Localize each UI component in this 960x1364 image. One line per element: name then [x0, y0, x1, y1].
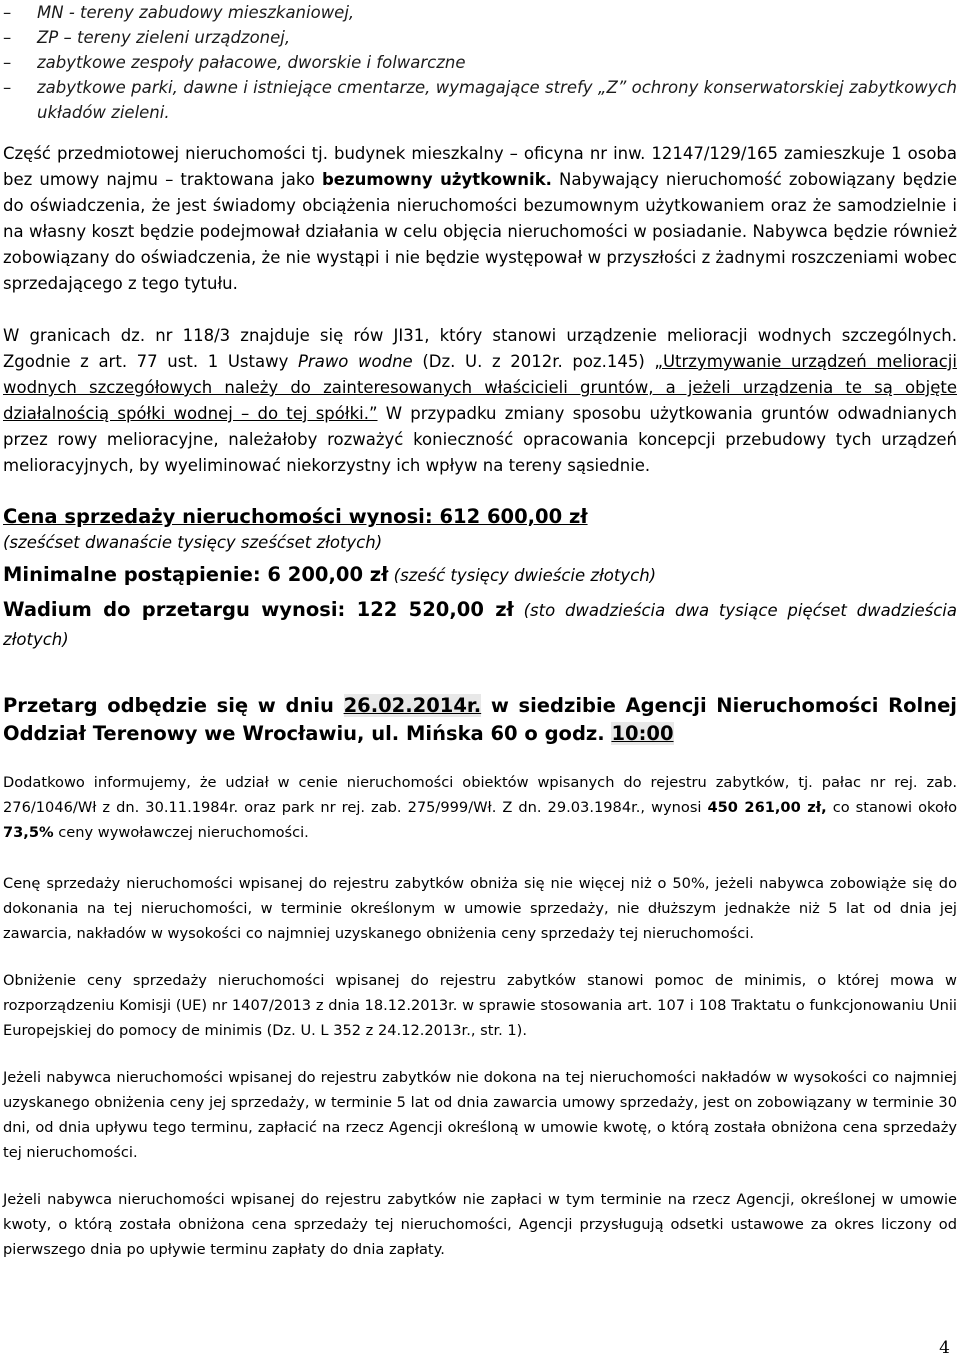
list-dash: – — [3, 28, 12, 47]
drainage-quote: „Utrzymywanie urządzeń melioracji wodnych szczegółowych należy do zainteresowanych właścicieli gruntów, a jeżeli urządzenia te są objęte działalnością spółki wodnej – do tej spółki.” — [3, 352, 957, 423]
tenant-text: Część przedmiotowej nieruchomości tj. budynek mieszkalny – oficyna nr inw. 12147/129/165 zamieszkuje 1 osoba bez umowy najmu – traktowana jako — [3, 144, 957, 189]
drainage-text-a: W granicach dz. nr 118/3 znajduje się rów JI31, który stanowi urządzenie melioracji wodnych szczególnych. Zgodnie z art. 77 ust. 1 Ustawy — [3, 326, 957, 371]
discount-paragraph: Cenę sprzedaży nieruchomości wpisanej do rejestru zabytków obniża się nie więcej niż o 50%, jeżeli nabywca zobowiąże się do dokonania na tej nieruchomości, w terminie określonym w umowie sprzedaży, nie dłuższym jednakże niż 5 lat od dnia jej zawarcia, nakładów w wysokości co najmniej uzyskanego obniżenia ceny sprzedaży tej nieruchomości. — [3, 875, 957, 942]
interest-paragraph: Jeżeli nabywca nieruchomości wpisanej do rejestru zabytków nie zapłaci w tym terminie na rzecz Agencji, określonej w umowie kwoty, o którą została obniżona cena sprzedaży tej nieruchomości, Agencji przysługują odsetki ustawowe za okres liczony od pierwszego dnia po upływie terminu zapłaty do dnia zapłaty. — [3, 1191, 957, 1258]
list-item — [3, 50, 957, 75]
list-item-text: ZP – tereny zieleni urządzonej, — [37, 28, 291, 47]
min-bid-label: Minimalne postąpienie: 6 200,00 zł — [3, 563, 389, 586]
heritage-text-c: ceny wywoławczej nieruchomości. — [53, 824, 309, 841]
price-heading: Cena sprzedaży nieruchomości wynosi: 612 600,00 zł — [3, 505, 588, 528]
heritage-amount: 450 261,00 zł, — [707, 799, 827, 816]
drainage-text-c: W przypadku zmiany sposobu użytkowania gruntów odwadnianych przez rowy melioracyjne, należałoby rozważyć konieczność opracowania koncepcji przebudowy tych urządzeń melioracyjnych, by wyeliminować niekorzystny ich wpływ na tereny sąsiednie. — [3, 404, 958, 475]
auction-time: 10:00 — [611, 722, 674, 745]
heritage-percent: 73,5% — [3, 824, 54, 841]
auction-date: 26.02.2014r. — [343, 694, 482, 717]
list-item — [3, 0, 957, 25]
list-item-text: zabytkowe parki, dawne i istniejące cmentarze, wymagające strefy „Z” ochrony konserwatorskiej zabytkowych układów zieleni. — [37, 78, 957, 122]
auction-text-a: Przetarg odbędzie się w dniu — [3, 694, 344, 717]
list-dash: – — [3, 3, 12, 22]
tenant-rest: Nabywający nieruchomość zobowiązany będzie do oświadczenia, że jest świadomy obciążenia nieruchomości bezumownym użytkowaniem oraz że samodzielnie i na własny koszt będzie podejmował działania w celu objęcia nieruchomości w posiadanie. Nabywca będzie również zobowiązany do oświadczenia, że nie wystąpi i nie będzie występował w przyszłości z żadnymi roszczeniami wobec sprzedającego z tego tytułu. — [3, 170, 957, 293]
heritage-text-a: Dodatkowo informujemy, że udział w cenie nieruchomości obiektów wpisanych do rejestru zabytków, tj. pałac nr rej. zab. 276/1046/Wł z dn. 30.11.1984r. oraz park nr rej. zab. 275/999/Wł. Z dn. 29.03.1984r., wynosi — [3, 774, 957, 816]
auction-info — [3, 692, 957, 748]
heritage-info — [3, 770, 957, 845]
deposit — [3, 596, 957, 654]
heritage-text-b: co stanowi około — [826, 799, 957, 816]
drainage-italic: Prawo wodne — [297, 352, 413, 371]
list-item-text: MN - tereny zabudowy mieszkaniowej, — [37, 3, 355, 22]
list-item — [3, 25, 957, 50]
page-number: 4 — [939, 1338, 950, 1358]
list-item — [3, 75, 957, 125]
auction-text-b: w siedzibie Agencji Nieruchomości Rolnej Oddział Terenowy we Wrocławiu, ul. Mińska 60 o godz. — [3, 694, 957, 745]
zoning-list — [3, 0, 957, 125]
deposit-words: (sto dwadzieścia dwa tysiące pięćset dwadzieścia złotych) — [3, 601, 957, 649]
document-page — [3, 0, 957, 1262]
list-dash: – — [3, 78, 12, 97]
deposit-label: Wadium do przetargu wynosi: 122 520,00 zł — [3, 598, 514, 621]
min-bid — [3, 561, 957, 590]
list-dash: – — [3, 53, 12, 72]
tenant-bold: bezumowny użytkownik. — [321, 170, 552, 189]
refund-paragraph: Jeżeli nabywca nieruchomości wpisanej do rejestru zabytków nie dokona na tej nieruchomości nakładów w wysokości co najmniej uzyskanego obniżenia ceny jej sprzedaży, w terminie 5 lat od dnia zawarcia umowy sprzedaży, jest on zobowiązany w terminie 30 dni, od dnia upływu tego terminu, zapłacić na rzecz Agencji określoną w umowie kwotę, o którą została obniżona cena sprzedaży tej nieruchomości. — [3, 1069, 957, 1161]
min-bid-words: (sześć tysięcy dwieście złotych) — [388, 566, 657, 585]
price-words: (sześćset dwanaście tysięcy sześćset złotych) — [3, 533, 383, 552]
drainage-text-b: (Dz. U. z 2012r. poz.145) — [412, 352, 655, 371]
list-item-text: zabytkowe zespoły pałacowe, dworskie i folwarczne — [37, 53, 466, 72]
tenant-paragraph — [3, 141, 957, 297]
de-minimis-paragraph: Obniżenie ceny sprzedaży nieruchomości wpisanej do rejestru zabytków stanowi pomoc de minimis, o której mowa w rozporządzeniu Komisji (UE) nr 1407/2013 z dnia 18.12.2013r. w sprawie stosowania art. 107 i 108 Traktatu o funkcjonowaniu Unii Europejskiej do pomocy de minimis (Dz. U. L 352 z 24.12.2013r., str. 1). — [3, 972, 957, 1039]
drainage-paragraph — [3, 323, 957, 479]
